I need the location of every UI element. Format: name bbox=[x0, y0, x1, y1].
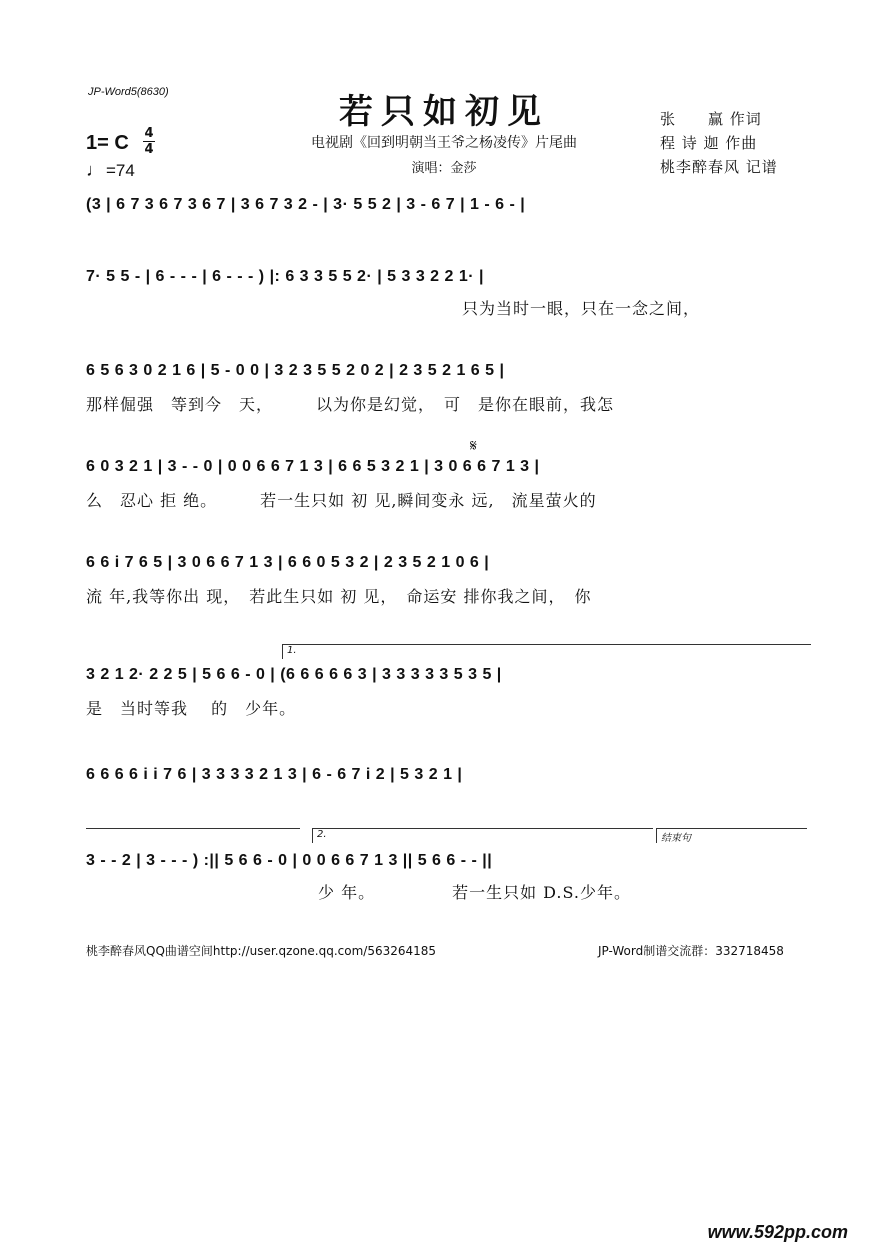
composer-credit: 程 诗 迦 作曲 bbox=[660, 134, 758, 152]
score-line-5: 6 6 i 7 6 5 | 3 0 6 6 7 1 3 | 6 6 0 5 3 2 | 2 3 5 2 1 0 6 | bbox=[86, 554, 490, 571]
score-line-8: 3 - - 2 | 3 - - - ) :|| 5 6 6 - 0 | 0 0 6 6 7 1 3 || 5 6 6 - - || bbox=[86, 852, 493, 869]
site-watermark: www.592pp.com bbox=[707, 1222, 848, 1242]
volta-bracket-2 bbox=[312, 828, 653, 843]
lyric-line-5: 流 年,我等你出 现， 若此生只如 初 见， 命运安 排你我之间， 你 bbox=[86, 587, 592, 606]
score-line-6: 3 2 1 2· 2 2 5 | 5 6 6 - 0 | (6 6 6 6 6 3 | 3 3 3 3 3 5 3 5 | bbox=[86, 666, 502, 683]
quarter-note-icon: ♩ bbox=[86, 160, 104, 180]
footer-left: 桃李醉春风QQ曲谱空间http://user.qzone.qq.com/563264185 bbox=[86, 944, 437, 958]
singer-credit: 演唱：金莎 bbox=[411, 161, 477, 176]
song-subtitle: 电视剧《回到明朝当王爷之杨凌传》片尾曲 bbox=[311, 135, 577, 151]
score-line-3: 6 5 6 3 0 2 1 6 | 5 - 0 0 | 3 2 3 5 5 2 0 2 | 2 3 5 2 1 6 5 | bbox=[86, 362, 505, 379]
score-line-2: 7· 5 5 - | 6 - - - | 6 - - - ) |: 6 3 3 5 5 2· | 5 3 3 2 2 1· | bbox=[86, 268, 485, 285]
lyric-line-4: 么 忍心 拒 绝。 若一生只如 初 见,瞬间变永 远, 流星萤火的 bbox=[86, 491, 597, 510]
software-label: JP-Word5(8630) bbox=[88, 86, 169, 98]
lyric-line-2: 只为当时一眼，只在一念之间， bbox=[462, 299, 701, 318]
time-signature-bottom: 4 bbox=[144, 142, 154, 157]
tempo-marking bbox=[86, 160, 135, 181]
time-signature bbox=[143, 126, 155, 157]
score-line-1: (3 | 6 7 3 6 7 3 6 7 | 3 6 7 3 2 - | 3· 5 5 2 | 3 - 6 7 | 1 - 6 - | bbox=[86, 196, 526, 213]
ending-bracket bbox=[656, 828, 807, 843]
score-line-4: 6 0 3 2 1 | 3 - - 0 | 0 0 6 6 7 1 3 | 6 6 5 3 2 1 | 3 0 6 6 7 1 3 | bbox=[86, 458, 540, 475]
lyricist-credit: 张 赢 作词 bbox=[660, 110, 762, 128]
tempo-value: =74 bbox=[106, 161, 135, 180]
volta-continuation-line bbox=[86, 828, 300, 829]
footer-right: JP-Word制谱交流群：332718458 bbox=[598, 944, 784, 958]
song-title: 若只如初见 bbox=[339, 92, 549, 132]
ending-label: 结束句 bbox=[661, 833, 691, 844]
time-signature-top: 4 bbox=[144, 126, 154, 141]
lyric-line-3: 那样倔强 等到今 天， 以为你是幻觉， 可 是你在眼前，我怎 bbox=[86, 395, 615, 414]
segno-icon: 𝄋 bbox=[470, 436, 477, 455]
key-signature: 1= C bbox=[86, 132, 129, 154]
lyric-line-8: 少 年。 若一生只如 D.S.少年。 bbox=[318, 883, 631, 902]
transcriber-credit: 桃李醉春风 记谱 bbox=[660, 158, 778, 176]
score-line-7: 6 6 6 6 i i 7 6 | 3 3 3 3 2 1 3 | 6 - 6 7 i 2 | 5 3 2 1 | bbox=[86, 766, 463, 783]
volta-bracket-1 bbox=[282, 644, 811, 659]
lyric-line-6: 是 当时等我 的 少年。 bbox=[86, 699, 297, 718]
volta-1-label: 1. bbox=[287, 645, 297, 656]
volta-2-label: 2. bbox=[317, 829, 327, 840]
